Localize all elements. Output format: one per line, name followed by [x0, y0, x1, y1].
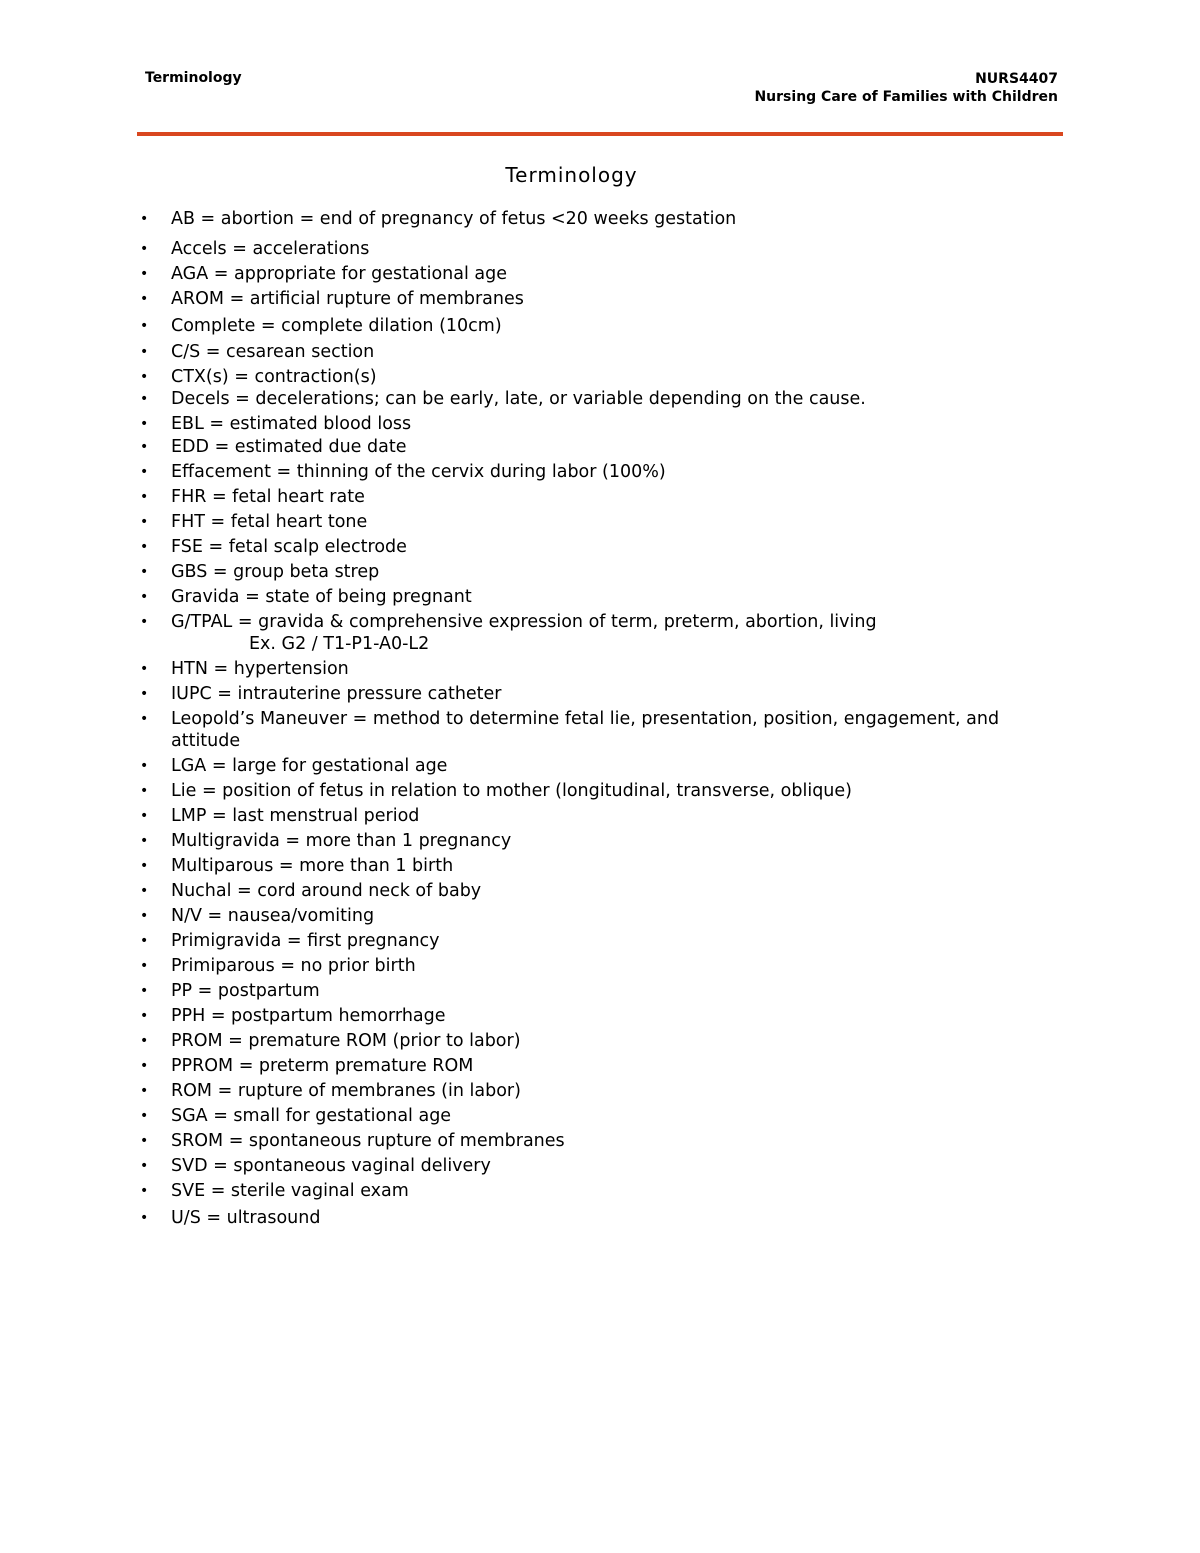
bullet-icon: • — [140, 211, 149, 227]
list-item — [140, 930, 1040, 952]
term-definition: FHR = fetal heart rate — [171, 487, 365, 507]
bullet-icon: • — [140, 539, 149, 555]
term-definition: PROM = premature ROM (prior to labor) — [171, 1031, 521, 1051]
term-definition: LGA = large for gestational age — [171, 756, 448, 776]
bullet-icon: • — [140, 241, 149, 257]
list-item — [140, 315, 1040, 337]
list-item — [140, 611, 1040, 655]
term-definition: SVE = sterile vaginal exam — [171, 1181, 409, 1201]
list-item — [140, 561, 1040, 583]
bullet-icon: • — [140, 808, 149, 824]
list-item — [140, 208, 1040, 230]
list-item — [140, 1105, 1040, 1127]
bullet-icon: • — [140, 614, 149, 630]
list-item — [140, 1207, 1040, 1229]
term-definition: Multigravida = more than 1 pregnancy — [171, 831, 512, 851]
list-item — [140, 288, 1040, 310]
term-definition: PPROM = preterm premature ROM — [171, 1056, 474, 1076]
bullet-icon: • — [140, 266, 149, 282]
list-item — [140, 755, 1040, 777]
bullet-icon: • — [140, 464, 149, 480]
term-definition: GBS = group beta strep — [171, 562, 380, 582]
term-definition: N/V = nausea/vomiting — [171, 906, 375, 926]
bullet-icon: • — [140, 1183, 149, 1199]
bullet-icon: • — [140, 661, 149, 677]
list-item — [140, 683, 1040, 705]
list-item — [140, 905, 1040, 927]
term-definition: Decels = decelerations; can be early, late, or variable depending on the cause. — [171, 389, 866, 409]
bullet-icon: • — [140, 686, 149, 702]
bullet-icon: • — [140, 1058, 149, 1074]
list-item — [140, 1080, 1040, 1102]
list-item — [140, 536, 1040, 558]
list-item — [140, 780, 1040, 802]
list-item — [140, 1130, 1040, 1152]
bullet-icon: • — [140, 439, 149, 455]
bullet-icon: • — [140, 758, 149, 774]
bullet-icon: • — [140, 291, 149, 307]
bullet-icon: • — [140, 391, 149, 407]
term-definition: Leopold’s Maneuver = method to determine fetal lie, presentation, position, engagement, and attitude — [171, 709, 1000, 751]
term-definition: FHT = fetal heart tone — [171, 512, 368, 532]
list-item — [140, 461, 1040, 483]
list-item — [140, 413, 1040, 435]
list-item — [140, 1030, 1040, 1052]
term-definition: Lie = position of fetus in relation to mother (longitudinal, transverse, oblique) — [171, 781, 852, 801]
list-item — [140, 436, 1040, 458]
list-item — [140, 586, 1040, 608]
bullet-icon: • — [140, 833, 149, 849]
term-definition: LMP = last menstrual period — [171, 806, 420, 826]
term-definition: Nuchal = cord around neck of baby — [171, 881, 482, 901]
term-definition: ROM = rupture of membranes (in labor) — [171, 1081, 521, 1101]
term-definition: AGA = appropriate for gestational age — [171, 264, 507, 284]
bullet-icon: • — [140, 416, 149, 432]
list-item — [140, 1155, 1040, 1177]
list-item — [140, 855, 1040, 877]
term-definition: PP = postpartum — [171, 981, 320, 1001]
bullet-icon: • — [140, 564, 149, 580]
bullet-icon: • — [140, 1008, 149, 1024]
bullet-icon: • — [140, 783, 149, 799]
term-definition: AB = abortion = end of pregnancy of fetus <20 weeks gestation — [171, 209, 737, 229]
bullet-icon: • — [140, 933, 149, 949]
bullet-icon: • — [140, 1133, 149, 1149]
term-definition: FSE = fetal scalp electrode — [171, 537, 407, 557]
term-definition: PPH = postpartum hemorrhage — [171, 1006, 446, 1026]
term-definition: Accels = accelerations — [171, 239, 370, 259]
bullet-icon: • — [140, 344, 149, 360]
course-code: NURS4407 — [975, 71, 1058, 87]
term-definition: SGA = small for gestational age — [171, 1106, 452, 1126]
bullet-icon: • — [140, 883, 149, 899]
term-definition: SROM = spontaneous rupture of membranes — [171, 1131, 565, 1151]
list-item — [140, 880, 1040, 902]
header-divider — [137, 132, 1063, 136]
bullet-icon: • — [140, 1210, 149, 1226]
list-item — [140, 830, 1040, 852]
bullet-icon: • — [140, 983, 149, 999]
term-definition: Gravida = state of being pregnant — [171, 587, 472, 607]
term-definition: AROM = artificial rupture of membranes — [171, 289, 524, 309]
course-title: Nursing Care of Families with Children — [754, 89, 1058, 105]
header-course-info — [754, 70, 1058, 106]
bullet-icon: • — [140, 1158, 149, 1174]
list-item — [140, 366, 1040, 388]
bullet-icon: • — [140, 908, 149, 924]
list-item — [140, 388, 1040, 410]
page-title: Terminology — [505, 163, 638, 187]
list-item — [140, 805, 1040, 827]
list-item — [140, 658, 1040, 680]
term-definition: SVD = spontaneous vaginal delivery — [171, 1156, 491, 1176]
bullet-icon: • — [140, 369, 149, 385]
term-example: Ex. G2 / T1-P1-A0-L2 — [249, 634, 430, 654]
term-definition: C/S = cesarean section — [171, 342, 375, 362]
list-item — [140, 955, 1040, 977]
term-definition: Effacement = thinning of the cervix during labor (100%) — [171, 462, 666, 482]
list-item — [140, 980, 1040, 1002]
bullet-icon: • — [140, 858, 149, 874]
list-item — [140, 1055, 1040, 1077]
list-item — [140, 708, 1040, 752]
term-definition: HTN = hypertension — [171, 659, 349, 679]
term-definition: CTX(s) = contraction(s) — [171, 367, 377, 387]
terminology-list — [140, 208, 1040, 1229]
bullet-icon: • — [140, 958, 149, 974]
bullet-icon: • — [140, 1083, 149, 1099]
header-document-title: Terminology — [145, 70, 242, 86]
bullet-icon: • — [140, 1033, 149, 1049]
term-definition: G/TPAL = gravida & comprehensive expression of term, preterm, abortion, living — [171, 612, 877, 632]
term-definition: Complete = complete dilation (10cm) — [171, 316, 502, 336]
list-item — [140, 238, 1040, 260]
list-item — [140, 1180, 1040, 1202]
term-definition: Multiparous = more than 1 birth — [171, 856, 454, 876]
list-item — [140, 341, 1040, 363]
term-definition: IUPC = intrauterine pressure catheter — [171, 684, 502, 704]
list-item — [140, 1005, 1040, 1027]
term-definition: Primigravida = first pregnancy — [171, 931, 440, 951]
list-item — [140, 486, 1040, 508]
term-definition: U/S = ultrasound — [171, 1208, 321, 1228]
bullet-icon: • — [140, 711, 149, 727]
bullet-icon: • — [140, 514, 149, 530]
bullet-icon: • — [140, 1108, 149, 1124]
term-definition: EBL = estimated blood loss — [171, 414, 412, 434]
bullet-icon: • — [140, 589, 149, 605]
list-item — [140, 263, 1040, 285]
term-definition: Primiparous = no prior birth — [171, 956, 416, 976]
bullet-icon: • — [140, 489, 149, 505]
bullet-icon: • — [140, 318, 149, 334]
list-item — [140, 511, 1040, 533]
term-definition: EDD = estimated due date — [171, 437, 407, 457]
